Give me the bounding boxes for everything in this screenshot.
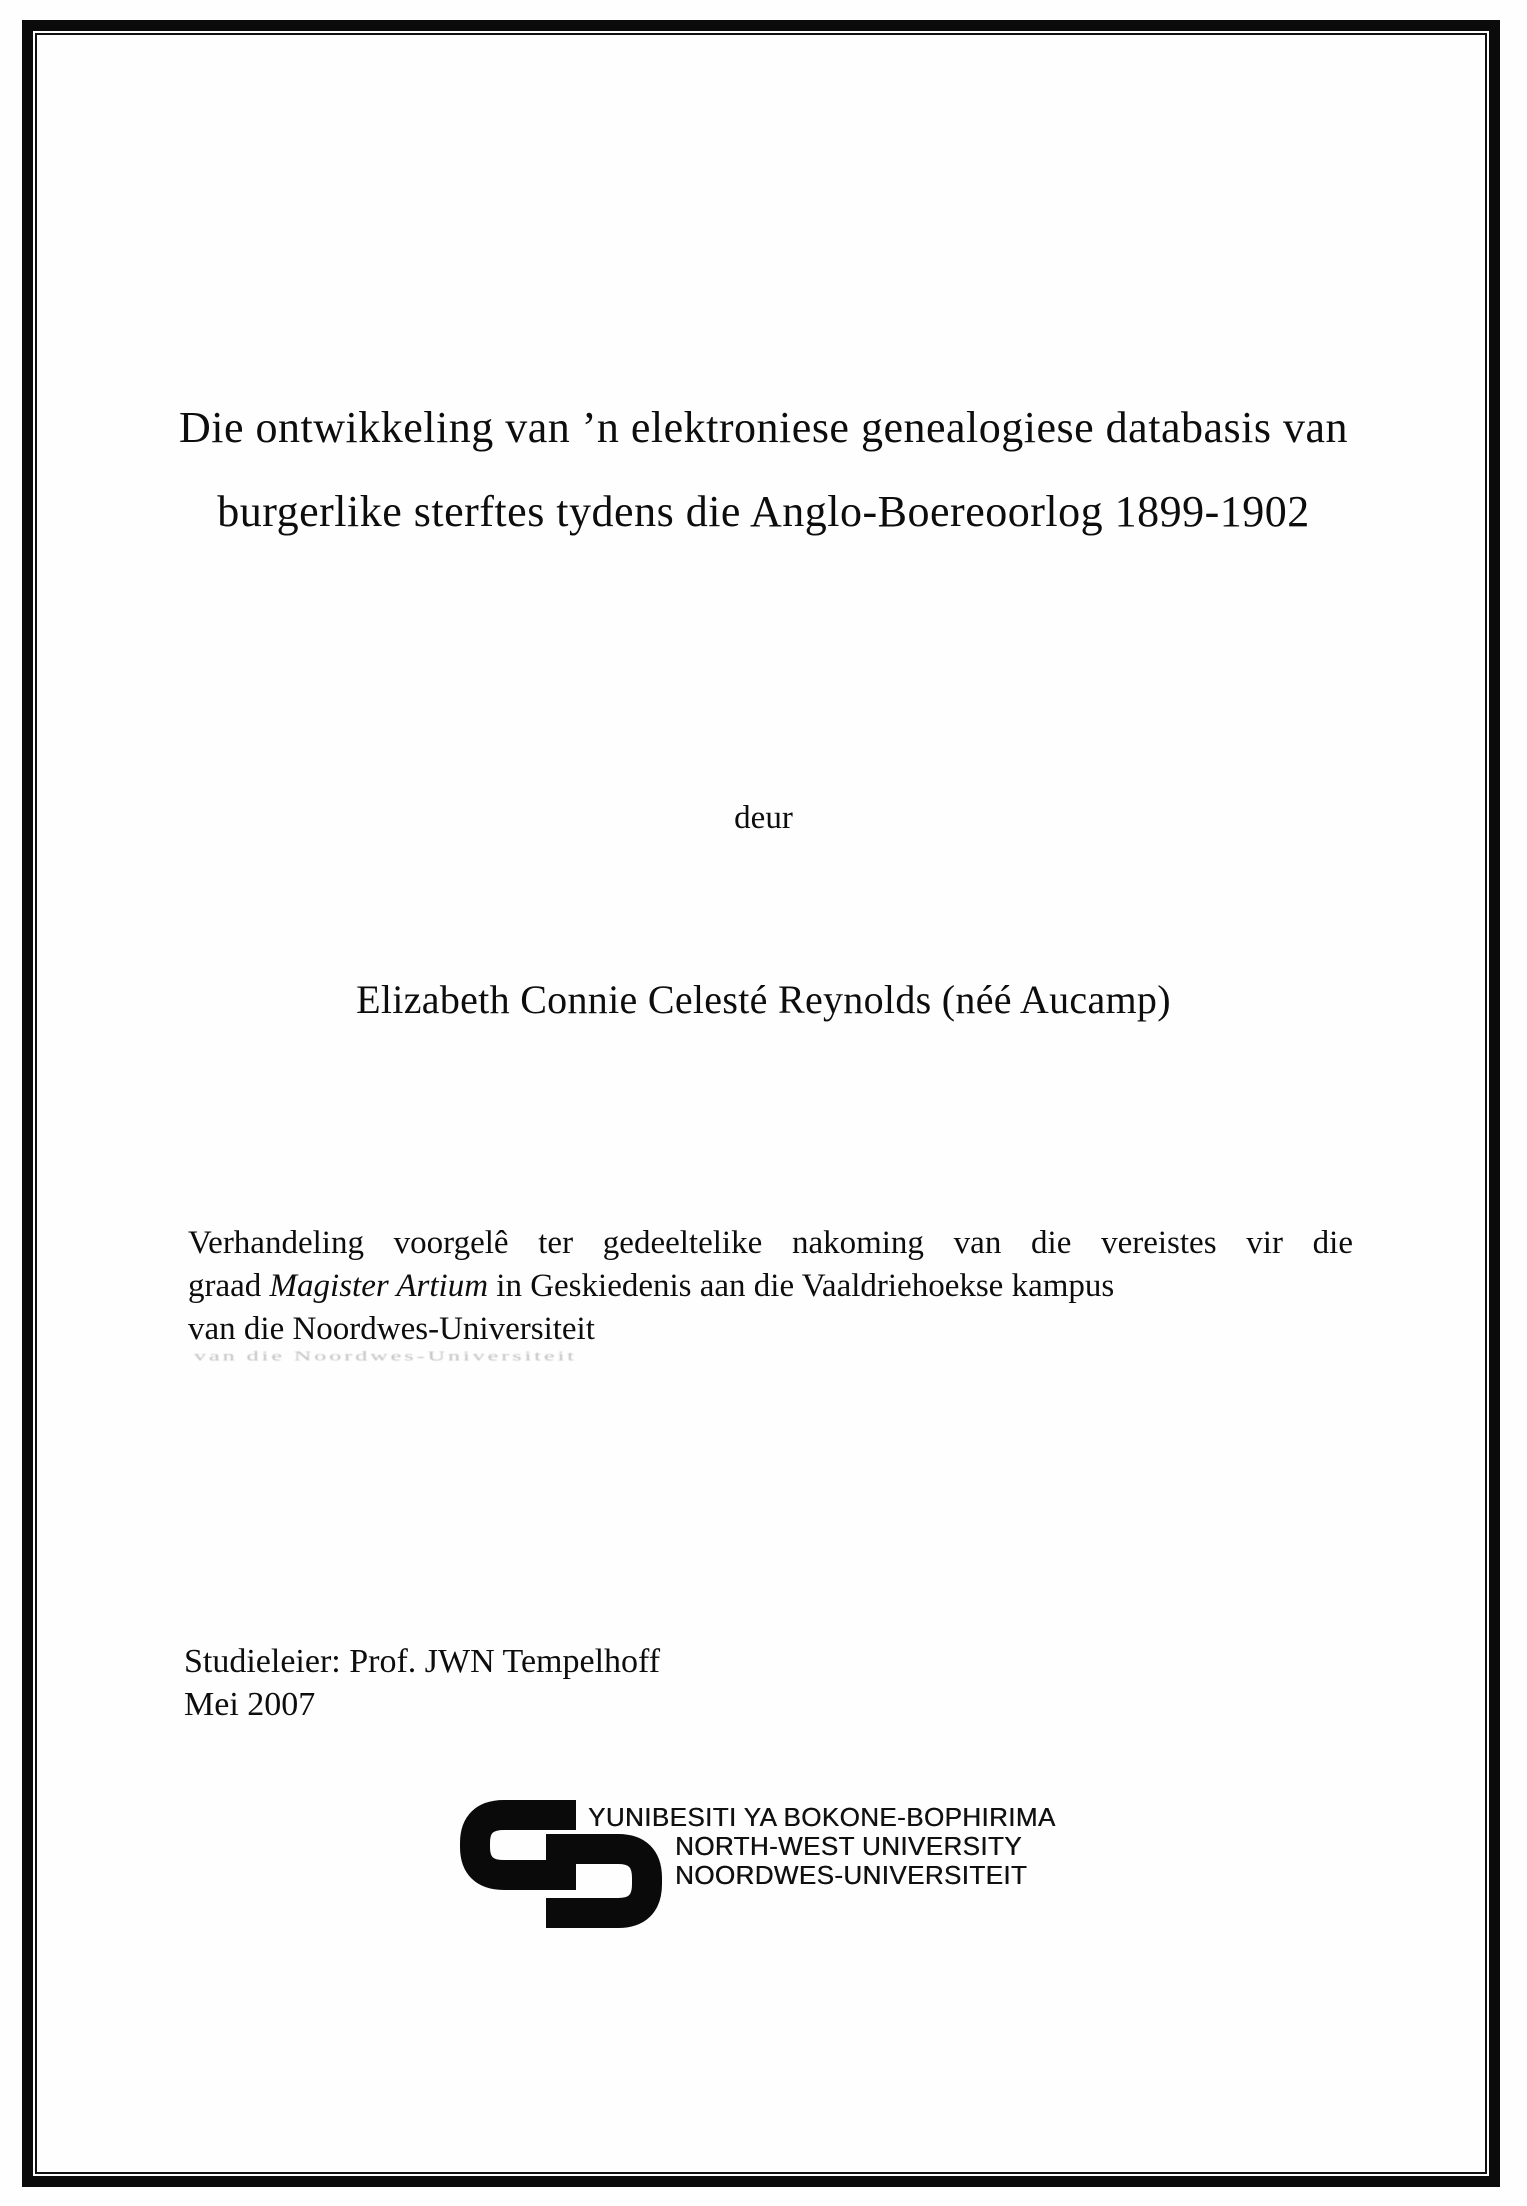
statement-line3: van die Noordwes-Universiteit xyxy=(188,1311,595,1347)
university-logo xyxy=(458,1795,1098,1935)
author-name: Elizabeth Connie Celesté Reynolds (néé Aucamp) xyxy=(356,977,1171,1022)
date-line: Mei 2007 xyxy=(184,1686,316,1723)
wordmark-english: NORTH-WEST UNIVERSITY xyxy=(675,1831,1022,1861)
statement-line2-post: in Geskiedenis aan die Vaaldriehoekse kampus xyxy=(488,1268,1115,1304)
statement-line2 xyxy=(188,1265,1353,1308)
thesis-title xyxy=(110,386,1417,554)
thesis-title-line2: burgerlike sterftes tydens die Anglo-Boereoorlog 1899-1902 xyxy=(217,487,1310,536)
wordmark-afrikaans: NOORDWES-UNIVERSITEIT xyxy=(675,1860,1028,1890)
thesis-statement xyxy=(188,1222,1353,1388)
wordmark-setswana: YUNIBESITI YA BOKONE-BOPHIRIMA xyxy=(588,1802,1056,1832)
byline: deur xyxy=(734,800,793,836)
statement-line1: Verhandeling voorgelê ter gedeeltelike nakoming van die vereistes vir die xyxy=(188,1225,1353,1261)
statement-degree-italic: Magister Artium xyxy=(269,1268,489,1304)
supervisor-block xyxy=(184,1640,660,1726)
supervisor-line: Studieleier: Prof. JWN Tempelhoff xyxy=(184,1643,661,1680)
thesis-title-line1: Die ontwikkeling van ’n elektroniese genealogiese databasis van xyxy=(178,403,1348,452)
statement-line2-pre: graad xyxy=(188,1268,270,1304)
scan-bleedthrough-artifact: van die Noordwes-Universiteit xyxy=(194,1349,577,1364)
university-wordmark xyxy=(588,1803,1056,1890)
